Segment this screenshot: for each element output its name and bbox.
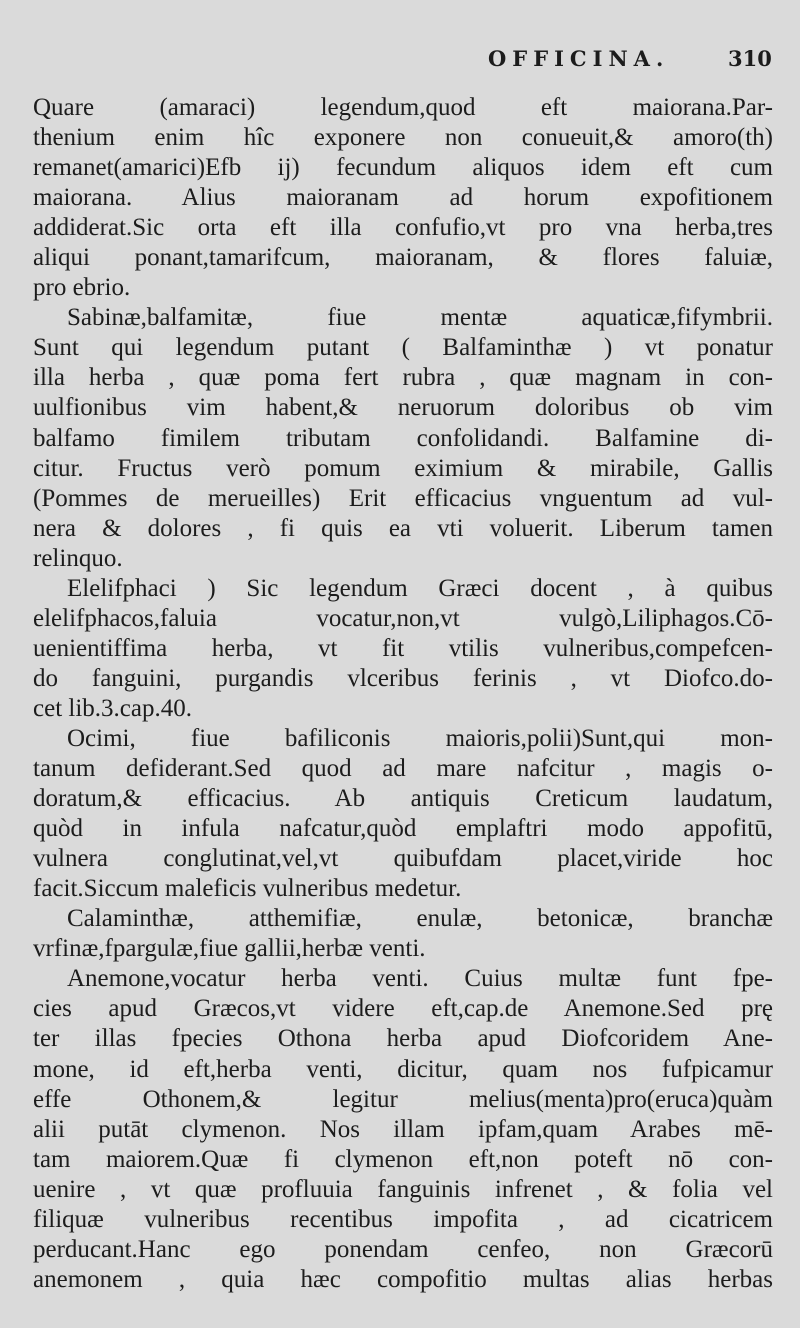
- running-head: OFFICINA.: [488, 46, 670, 71]
- text-line: perducant.Hanc ego ponendam cenfeo, non Græcorū: [33, 1235, 773, 1263]
- text-line: (Pommes de merueilles) Erit efficacius vnguentum ad vul-: [33, 484, 773, 512]
- text-line: Anemone,vocatur herba venti. Cuius multæ funt fpe-: [67, 965, 773, 993]
- text-line: remanet(amarici)Efb ij) fecundum aliquos idem eft cum: [33, 154, 773, 182]
- text-line: cies apud Græcos,vt videre eft,cap.de Anemone.Sed prę: [33, 995, 773, 1023]
- body-text: [33, 93, 773, 1295]
- text-line: vrfinæ,fpargulæ,fiue gallii,herbæ venti.: [33, 935, 426, 963]
- text-line: tam maiorem.Quæ fi clymenon eft,non poteft nō con-: [33, 1145, 773, 1173]
- text-line: Sabinæ,balfamitæ, fiue mentæ aquaticæ,fifymbrii.: [67, 304, 773, 332]
- text-line: doratum,& efficacius. Ab antiquis Creticum laudatum,: [33, 785, 773, 813]
- text-line: uenire , vt quæ profluuia fanguinis infrenet , & folia vel: [33, 1175, 773, 1203]
- text-line: uulfionibus vim habent,& neruorum doloribus ob vim: [33, 394, 773, 422]
- text-line: vulnera conglutinat,vel,vt quibufdam placet,viride hoc: [33, 845, 773, 873]
- text-line: alii putāt clymenon. Nos illam ipfam,quam Arabes mē-: [33, 1115, 773, 1143]
- text-line: Ocimi, fiue bafiliconis maioris,polii)Sunt,qui mon-: [67, 724, 773, 752]
- text-line: thenium enim hîc exponere non conueuit,& amoro(th): [33, 124, 773, 152]
- text-line: effe Othonem,& legitur melius(menta)pro(eruca)quàm: [33, 1085, 773, 1113]
- text-line: maiorana. Alius maioranam ad horum expofitionem: [33, 184, 773, 212]
- text-line: Calaminthæ, atthemifiæ, enulæ, betonicæ, branchæ: [67, 905, 773, 933]
- text-line: Quare (amaraci) legendum,quod eft maiorana.Par-: [33, 94, 773, 121]
- text-line: anemonem , quia hæc compofitio multas alias herbas: [33, 1265, 773, 1293]
- text-line: illa herba , quæ poma fert rubra , quæ magnam in con-: [33, 364, 773, 392]
- text-line: cet lib.3.cap.40.: [33, 694, 192, 722]
- text-line: quòd in infula nafcatur,quòd emplaftri modo appofitū,: [33, 815, 773, 843]
- text-line: aliqui ponant,tamarifcum, maioranam, & flores faluiæ,: [33, 244, 773, 272]
- text-line: balfamo fimilem tributam confolidandi. Balfamine di-: [33, 424, 773, 452]
- text-line: Elelifphaci ) Sic legendum Græci docent , à quibus: [67, 574, 773, 602]
- text-line: relinquo.: [33, 544, 123, 572]
- text-line: do fanguini, purgandis vlceribus ferinis , vt Diofco.do-: [33, 664, 773, 692]
- text-line: mone, id eft,herba venti, dicitur, quam nos fufpicamur: [33, 1055, 773, 1083]
- text-line: nera & dolores , fi quis ea vti voluerit. Liberum tamen: [33, 514, 773, 542]
- text-line: uenientiffima herba, vt fit vtilis vulneribus,compefcen-: [33, 634, 773, 662]
- page-header: [0, 46, 800, 80]
- text-line: tanum defiderant.Sed quod ad mare nafcitur , magis o-: [33, 755, 773, 783]
- page-number: 310: [728, 46, 772, 71]
- text-line: Sunt qui legendum putant ( Balfaminthæ ) vt ponatur: [33, 334, 773, 362]
- text-line: ter illas fpecies Othona herba apud Diofcoridem Ane-: [33, 1025, 773, 1053]
- text-line: elelifphacos,faluia vocatur,non,vt vulgò,Liliphagos.Cō-: [33, 604, 773, 632]
- text-line: addiderat.Sic orta eft illa confufio,vt pro vna herba,tres: [33, 214, 773, 242]
- text-line: filiquæ vulneribus recentibus impofita , ad cicatricem: [33, 1205, 773, 1233]
- text-line: pro ebrio.: [33, 274, 131, 302]
- text-line: citur. Fructus verò pomum eximium & mirabile, Gallis: [33, 454, 773, 482]
- text-line: facit.Siccum maleficis vulneribus medetur.: [33, 875, 462, 903]
